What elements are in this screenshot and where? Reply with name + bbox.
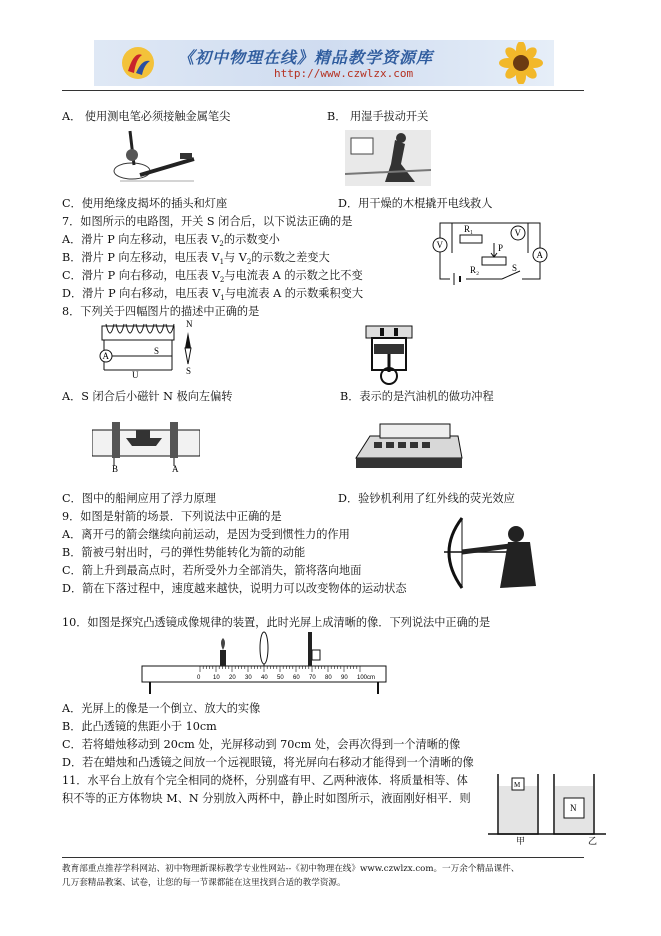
beaker-yi-label: 乙 — [588, 836, 598, 846]
solenoid-compass-diagram — [92, 318, 204, 378]
wet-hand-switch-illustration — [345, 130, 431, 186]
resistor-r1-label: R₁ — [464, 224, 474, 234]
q7-option-c: C．滑片 P 向右移动，电压表 $V_2$与电流表 A 的示数之比不变 — [62, 269, 363, 285]
engine-stroke-diagram — [362, 322, 416, 386]
q9-option-b: B．箭被弓射出时，弓的弹性势能转化为箭的动能 — [62, 546, 306, 559]
block-m-label: M — [514, 781, 521, 789]
slider-p-label: P — [498, 243, 504, 253]
q6-option-c: C．使用绝缘皮揭坏的插头和灯座 — [62, 197, 228, 210]
ammeter-a-label: A — [102, 351, 109, 361]
header-divider — [62, 90, 584, 91]
q10-option-a: A．光屏上的像是一个倒立、放大的实像 — [62, 702, 261, 715]
ruler-tick-label: 50 — [277, 675, 284, 681]
q7-stem: 7．如图所示的电路图，开关 S 闭合后，以下说法正确的是 — [62, 215, 353, 228]
voltage-u-label: U — [132, 370, 139, 378]
block-n-label: N — [570, 803, 577, 813]
page-footer — [62, 862, 602, 890]
optical-bench-diagram — [140, 630, 390, 696]
voltmeter-v2-label: V — [514, 228, 521, 238]
q11-line-1: 11．水平台上放有个完全相同的烧杯，分别盛有甲、乙两种液体．将质量相等、体 — [62, 774, 468, 787]
beaker-jia-label: 甲 — [516, 836, 526, 846]
q10-option-b: B．此凸透镜的焦距小于 10cm — [62, 720, 217, 733]
footer-divider — [62, 857, 584, 858]
ruler-tick-label: 90 — [341, 675, 348, 681]
gate-a-label: A — [172, 464, 179, 472]
header-banner — [94, 40, 554, 86]
archer-illustration — [440, 512, 540, 592]
compass-n-label: N — [186, 319, 193, 329]
q8-stem: 8．下列关于四幅图片的描述中正确的是 — [62, 305, 260, 318]
q8-option-a: A．S 闭合后小磁针 N 极向左偏转 — [62, 390, 233, 403]
ruler-tick-label: 70 — [309, 675, 316, 681]
voltmeter-v1-label: V — [436, 240, 443, 250]
money-detector-illustration — [350, 418, 466, 476]
q8-option-c: C．图中的船闸应用了浮力原理 — [62, 492, 216, 505]
ship-lock-diagram — [92, 418, 200, 472]
q10-stem: 10．如图是探究凸透镜成像规律的装置，此时光屏上成清晰的像．下列说法中正确的是 — [62, 616, 491, 629]
ruler-tick-label: 80 — [325, 675, 332, 681]
q7-option-b: B．滑片 P 向左移动，电压表 $V_1$与 $V_2$的示数之差变大 — [62, 251, 330, 267]
ruler-tick-label: 10 — [213, 675, 220, 681]
ruler-tick-label: 20 — [229, 675, 236, 681]
q9-option-d: D．箭在下落过程中，速度越来越快，说明力可以改变物体的运动状态 — [62, 582, 407, 595]
q8-option-d: D．验钞机利用了红外线的荧光效应 — [338, 492, 515, 505]
q7-circuit-diagram — [430, 213, 554, 291]
ruler-tick-label: 60 — [293, 675, 300, 681]
beakers-diagram — [488, 772, 606, 846]
ruler-tick-label: 40 — [261, 675, 268, 681]
ammeter-label: A — [536, 250, 543, 260]
q9-option-c: C．箭上升到最高点时，若所受外力全部消失，箭将落向地面 — [62, 564, 362, 577]
switch-s-label: S — [512, 263, 518, 273]
ruler-tick-label: 30 — [245, 675, 252, 681]
q11-line-2: 积不等的正方体物块 M、N 分别放入两杯中，静止时如图所示，液面刚好相平．则 — [62, 792, 471, 805]
footer-line-1: 教育部重点推荐学科网站、初中物理新课标教学专业性网站--《初中物理在线》www.czwlzx.com。一万余个精品课件、 — [62, 864, 520, 874]
test-pen-illustration — [110, 125, 200, 187]
q7-option-d: D．滑片 P 向右移动，电压表 $V_1$与电流表 A 的示数乘积变大 — [62, 287, 364, 303]
resistor-r2-label: R₂ — [470, 265, 480, 275]
q6-option-d: D．用干燥的木棍撬开电线救人 — [338, 197, 493, 210]
ruler-tick-label: 0 — [197, 675, 201, 681]
q6-option-b: B． 用湿手拔动开关 — [327, 110, 429, 123]
q7-option-a: A．滑片 P 向左移动，电压表 $V_2$的示数变小 — [62, 233, 280, 249]
q10-option-d: D．若在蜡烛和凸透镜之间放一个远视眼镜，将光屏向右移动才能得到一个清晰的像 — [62, 756, 474, 769]
ruler-tick-label: 100cm — [357, 675, 376, 681]
footer-line-2: 几万套精品教案、试卷，让您的每一节课都能在这里找到合适的教学资源。 — [62, 878, 346, 888]
banner-title: 《初中物理在线》精品教学资源库 — [178, 48, 434, 67]
q9-stem: 9．如图是射箭的场景．下列说法中正确的是 — [62, 510, 282, 523]
gate-b-label: B — [112, 464, 119, 472]
q10-option-c: C．若将蜡烛移动到 20cm 处，光屏移动到 70cm 处，会再次得到一个清晰的像 — [62, 738, 461, 751]
q8-option-b: B．表示的是汽油机的做功冲程 — [340, 390, 494, 403]
banner-url[interactable]: http://www.czwlzx.com — [274, 67, 414, 80]
compass-s-label: S — [186, 366, 192, 376]
switch-s-label: S — [154, 346, 160, 356]
q9-option-a: A．离开弓的箭会继续向前运动，是因为受到惯性力的作用 — [62, 528, 350, 541]
sunflower-icon — [492, 42, 550, 84]
q6-option-a: A． 使用测电笔必须接触金属笔尖 — [62, 110, 231, 123]
site-logo — [120, 45, 156, 81]
